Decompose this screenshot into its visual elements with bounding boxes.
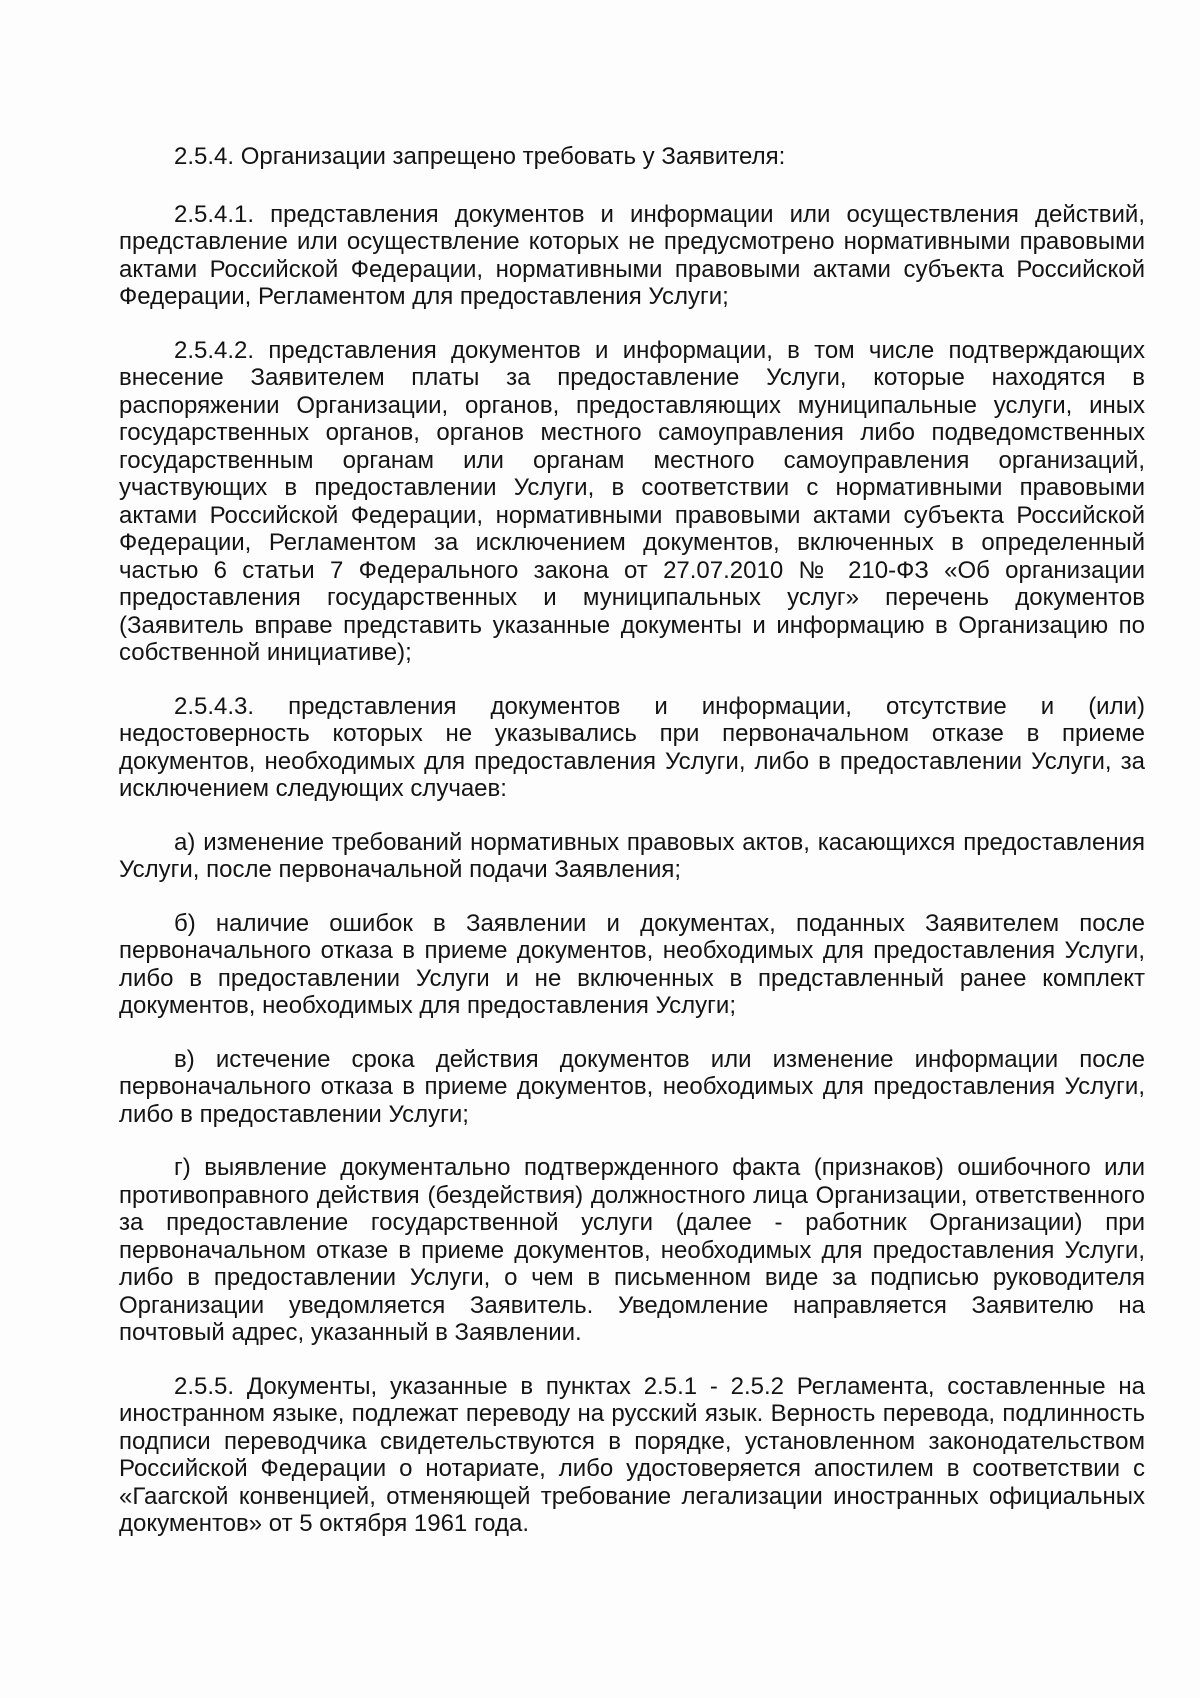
paragraph-item-b: б) наличие ошибок в Заявлении и документах, поданных Заявителем после первоначального отказа в приеме документов, необходимых для предоставления Услуги, либо в предоставлении Услуги и не включенных в представленный ранее комплект документов, необходимых для предоставления Услуги; — [119, 909, 1145, 1019]
document-body — [119, 143, 1145, 1564]
paragraph-2-5-5: 2.5.5. Документы, указанные в пунктах 2.5.1 - 2.5.2 Регламента, составленные на иностранном языке, подлежат переводу на русский язык. Верность перевода, подлинность подписи переводчика свидетельствуются в порядке, установленном законодательством Российской Федерации о нотариате, либо удостоверяется апостилем в соответствии с «Гаагской конвенцией, отменяющей требование легализации иностранных официальных документов» от 5 октября 1961 года. — [119, 1372, 1145, 1537]
paragraph-2-5-4: 2.5.4. Организации запрещено требовать у Заявителя: — [174, 143, 786, 170]
paragraph-2-5-4-3: 2.5.4.3. представления документов и информации, отсутствие и (или) недостоверность которых не указывались при первоначальном отказе в приеме документов, необходимых для предоставления Услуги, либо в предоставлении Услуги, за исключением следующих случаев: — [119, 692, 1145, 802]
paragraph-item-g: г) выявление документально подтвержденного факта (признаков) ошибочного или противоправного действия (бездействия) должностного лица Организации, ответственного за предоставление государственной услуги (далее - работник Организации) при первоначальном отказе в приеме документов, необходимых для предоставления Услуги, либо в предоставлении Услуги, о чем в письменном виде за подписью руководителя Организации уведомляется Заявитель. Уведомление направляется Заявителю на почтовый адрес, указанный в Заявлении. — [119, 1154, 1145, 1346]
paragraph-2-5-4-2: 2.5.4.2. представления документов и информации, в том числе подтверждающих внесение Заявителем платы за предоставление Услуги, которые находятся в распоряжении Организации, органов, предоставляющих муниципальные услуги, иных государственных органов, органов местного самоуправления либо подведомственных государственным органам или органам местного самоуправления организаций, участвующих в предоставлении Услуги, в соответствии с нормативными правовыми актами Российской Федерации, нормативными правовыми актами субъекта Российской Федерации, Регламентом за исключением документов, включенных в определенный частью 6 статьи 7 Федерального закона от 27.07.2010 № 210-ФЗ «Об организации предоставления государственных и муниципальных услуг» перечень документов (Заявитель вправе представить указанные документы и информацию в Организацию по собственной инициативе); — [119, 336, 1145, 666]
paragraph-2-5-4-1: 2.5.4.1. представления документов и информации или осуществления действий, представление или осуществление которых не предусмотрено нормативными правовыми актами Российской Федерации, нормативными правовыми актами субъекта Российской Федерации, Регламентом для предоставления Услуги; — [119, 200, 1145, 310]
paragraph-item-a: а) изменение требований нормативных правовых актов, касающихся предоставления Услуги, после первоначальной подачи Заявления; — [119, 828, 1145, 883]
paragraph-item-v: в) истечение срока действия документов или изменение информации после первоначального отказа в приеме документов, необходимых для предоставления Услуги, либо в предоставлении Услуги; — [119, 1045, 1145, 1128]
